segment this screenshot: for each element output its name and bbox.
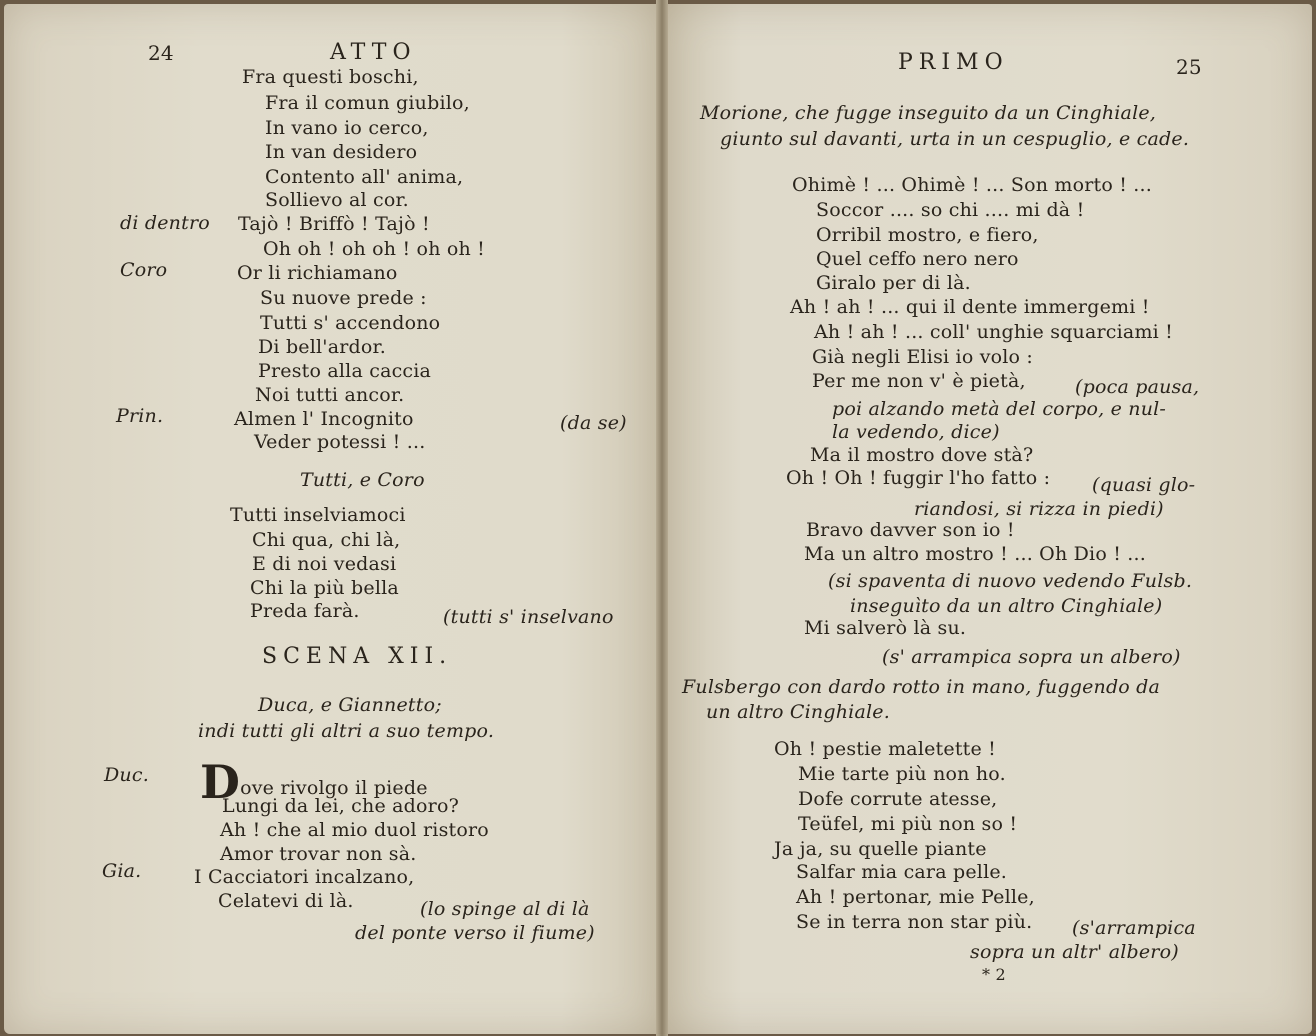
verse-line: Ah ! che al mio duol ristoro: [220, 819, 489, 841]
verse-line: Giralo per di là.: [816, 272, 971, 294]
stage-direction: (s'arrampica: [1072, 917, 1196, 939]
verse-line: Quel ceffo nero nero: [816, 248, 1019, 270]
stage-direction: Fulsbergo con dardo rotto in mano, fuggendo da: [682, 676, 1161, 698]
verse-line: Mi salverò là su.: [804, 617, 967, 639]
verse-line: In vano io cerco,: [265, 117, 429, 139]
verse-line: Ma un altro mostro ! ... Oh Dio ! ...: [804, 543, 1147, 565]
verse-line: Chi qua, chi là,: [252, 529, 401, 551]
stage-direction: giunto sul davanti, urta in un cespuglio, e cade.: [720, 128, 1190, 150]
right-running-head: PRIMO: [898, 50, 1009, 75]
verse-line: Salfar mia cara pelle.: [796, 861, 1008, 883]
verse-line: Di bell'ardor.: [258, 336, 386, 358]
verse-line: Presto alla caccia: [258, 360, 432, 382]
verse-line: Celatevi di là.: [218, 890, 354, 912]
stage-direction: indi tutti gli altri a suo tempo.: [198, 720, 495, 742]
verse-line: Per me non v' è pietà,: [812, 370, 1026, 392]
verse-line: Dofe corrute atesse,: [798, 788, 998, 810]
stage-direction: Tutti, e Coro: [300, 469, 425, 491]
verse-line: Ah ! ah ! ... qui il dente immergemi !: [790, 296, 1150, 318]
verse-line: Mie tarte più non ho.: [798, 763, 1006, 785]
stage-direction: riandosi, si rizza in piedi): [914, 498, 1164, 520]
stage-direction: inseguìto da un altro Cinghiale): [850, 595, 1163, 617]
verse-line: E di noi vedasi: [252, 553, 397, 575]
stage-direction: poi alzando metà del corpo, e nul-: [832, 398, 1167, 420]
verse-line: Oh oh ! oh oh ! oh oh !: [263, 238, 486, 260]
verse-line: Teüfel, mi più non so !: [798, 813, 1018, 835]
verse-line: Almen l' Incognito: [234, 408, 414, 430]
verse-line: Preda farà.: [250, 600, 360, 622]
verse-line: Ma il mostro dove stà?: [810, 444, 1034, 466]
verse-line: Amor trovar non sà.: [220, 843, 417, 865]
verse-line: Contento all' anima,: [265, 166, 464, 188]
drop-cap: D: [200, 755, 241, 809]
verse-line: Veder potessi ! ...: [254, 431, 426, 453]
speaker-gia: Gia.: [102, 860, 142, 882]
verse-line: Tajò ! Briffò ! Tajò !: [238, 213, 430, 235]
signature-mark: * 2: [982, 965, 1006, 984]
book-gutter: [656, 0, 668, 1036]
right-page-number: 25: [1176, 55, 1202, 79]
aside-tutti-inselvano: (tutti s' inselvano: [443, 606, 614, 628]
left-running-head: ATTO: [330, 40, 417, 65]
verse-line: Sollievo al cor.: [265, 189, 409, 211]
verse-line: Chi la più bella: [250, 577, 399, 599]
verse-line: Già negli Elisi io volo :: [812, 346, 1034, 368]
verse-line: Oh ! pestie maletette !: [774, 738, 997, 760]
verse-line: Ah ! pertonar, mie Pelle,: [796, 886, 1035, 908]
verse-line: Se in terra non star più.: [796, 911, 1033, 933]
verse-line: Orribil mostro, e fiero,: [816, 224, 1039, 246]
speaker-duc: Duc.: [104, 764, 149, 786]
stage-direction: del ponte verso il fiume): [355, 922, 595, 944]
speaker-di-dentro: di dentro: [120, 212, 210, 234]
stage-direction: Duca, e Giannetto;: [258, 694, 442, 716]
verse-line: Fra il comun giubilo,: [265, 92, 470, 114]
stage-direction: (quasi glo-: [1092, 474, 1196, 496]
verse-line: Oh ! Oh ! fuggir l'ho fatto :: [786, 467, 1051, 489]
verse-line: Fra questi boschi,: [242, 66, 419, 88]
verse-line: Lungi da lei, che adoro?: [222, 795, 459, 817]
stage-direction: Morione, che fugge inseguito da un Cinghiale,: [700, 102, 1157, 124]
verse-line: Or li richiamano: [237, 262, 398, 284]
verse-line: Ohimè ! ... Ohimè ! ... Son morto ! ...: [792, 174, 1153, 196]
aside-lo-spinge: (lo spinge al di là: [420, 898, 590, 920]
stage-direction: (poca pausa,: [1075, 376, 1200, 398]
verse-line: Ja ja, su quelle piante: [774, 838, 987, 860]
stage-direction: (si spaventa di nuovo vedendo Fulsb.: [828, 570, 1193, 592]
verse-line: Ah ! ah ! ... coll' unghie squarciami !: [814, 321, 1174, 343]
verse-line: Soccor .... so chi .... mi dà !: [816, 199, 1085, 221]
stage-direction: un altro Cinghiale.: [706, 701, 890, 723]
verse-line: I Cacciatori incalzano,: [194, 866, 415, 888]
verse-line: Su nuove prede :: [260, 287, 427, 309]
aside-da-se: (da se): [560, 412, 627, 434]
speaker-prin: Prin.: [116, 405, 164, 427]
verse-line: Noi tutti ancor.: [255, 384, 405, 406]
left-page-number: 24: [148, 41, 174, 65]
speaker-coro: Coro: [120, 259, 168, 281]
stage-direction: la vedendo, dice): [832, 421, 1000, 443]
verse-line: In van desidero: [265, 141, 418, 163]
verse-line: Tutti s' accendono: [260, 312, 441, 334]
scene-heading: SCENA XII.: [262, 644, 453, 669]
stage-direction: sopra un altr' albero): [970, 941, 1179, 963]
verse-line: Bravo davver son io !: [806, 519, 1015, 541]
stage-direction: (s' arrampica sopra un albero): [882, 646, 1181, 668]
verse-line: ove rivolgo il piede: [240, 777, 428, 799]
verse-line: Tutti inselviamoci: [230, 504, 406, 526]
